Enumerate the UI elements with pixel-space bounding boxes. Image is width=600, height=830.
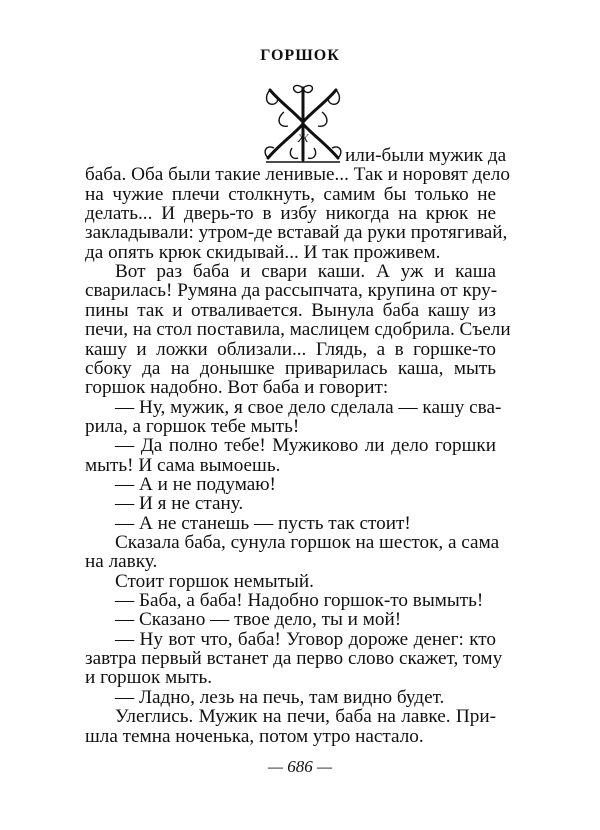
text-line: рила, а горшок тебе мыть! <box>85 415 300 437</box>
text-line: — Сказано — твое дело, ты и мой! <box>115 609 402 631</box>
text-line: пины так и отваливается. Вынула баба кашу из <box>85 299 496 321</box>
text-line: — Да полно тебе! Мужиково ли дело горшки <box>115 435 496 457</box>
text-line: мыть! И сама вымоешь. <box>85 454 281 476</box>
text-line: на чужие плечи столкнуть, самим бы только не <box>85 183 496 205</box>
text-line: — Ну, мужик, я свое дело сделала — кашу сва- <box>115 396 502 418</box>
text-line: Сказала баба, сунула горшок на шесток, а сама <box>115 532 500 553</box>
page-number: — 686 — <box>267 757 333 776</box>
drop-cap-letter: Ж <box>297 131 309 145</box>
text-line: и горшок мыть. <box>85 667 213 689</box>
text-line: Улеглись. Мужик на печи, баба на лавке. При- <box>115 706 496 728</box>
text-line: горшок надобно. Вот баба и говорит: <box>85 377 389 399</box>
text-line: или-были мужик да <box>345 145 507 166</box>
text-line: закладывали: утром-де вставай да руки протягивай, <box>85 222 508 244</box>
text-line: — А и не подумаю! <box>115 473 276 495</box>
text-line: Вот раз баба и свари каши. А уж и каша <box>115 261 496 283</box>
text-line: Стоит горшок немытый. <box>115 570 314 592</box>
text-line: кашу и ложки облизали... Глядь, а в горшке-то <box>85 338 496 360</box>
text-line: — Баба, а баба! Надобно горшок-то вымыть! <box>115 590 484 612</box>
text-line: на лавку. <box>85 551 158 573</box>
text-line: — Ну вот что, баба! Уговор дороже денег: кто <box>115 628 496 650</box>
text-line: — Ладно, лезь на печь, там видно будет. <box>115 686 445 708</box>
text-line: — И я не стану. <box>115 493 244 515</box>
text-line: сварилась! Румяна да рассыпчата, крупина от кру- <box>85 280 498 302</box>
page-title: ГОРШОК <box>260 47 340 64</box>
text-line: да опять крюк скидывай... И так проживем. <box>85 241 441 263</box>
text-line: баба. Оба были такие ленивые... Так и норовят дело <box>85 164 510 186</box>
text-line: завтра первый встанет да перво слово скажет, тому <box>85 648 503 670</box>
text-line: сбоку да на донышке приварилась каша, мыть <box>85 357 496 379</box>
text-line: печи, на стол поставила, маслицем сдобрила. Съели <box>85 319 511 341</box>
drop-cap-zh-ornament <box>262 82 344 164</box>
text-line: — А не станешь — пусть так стоит! <box>115 512 411 534</box>
text-line: делать... И дверь-то в избу никогда на крюк не <box>85 203 496 225</box>
text-line: шла темна ноченька, потом утро настало. <box>85 725 424 747</box>
